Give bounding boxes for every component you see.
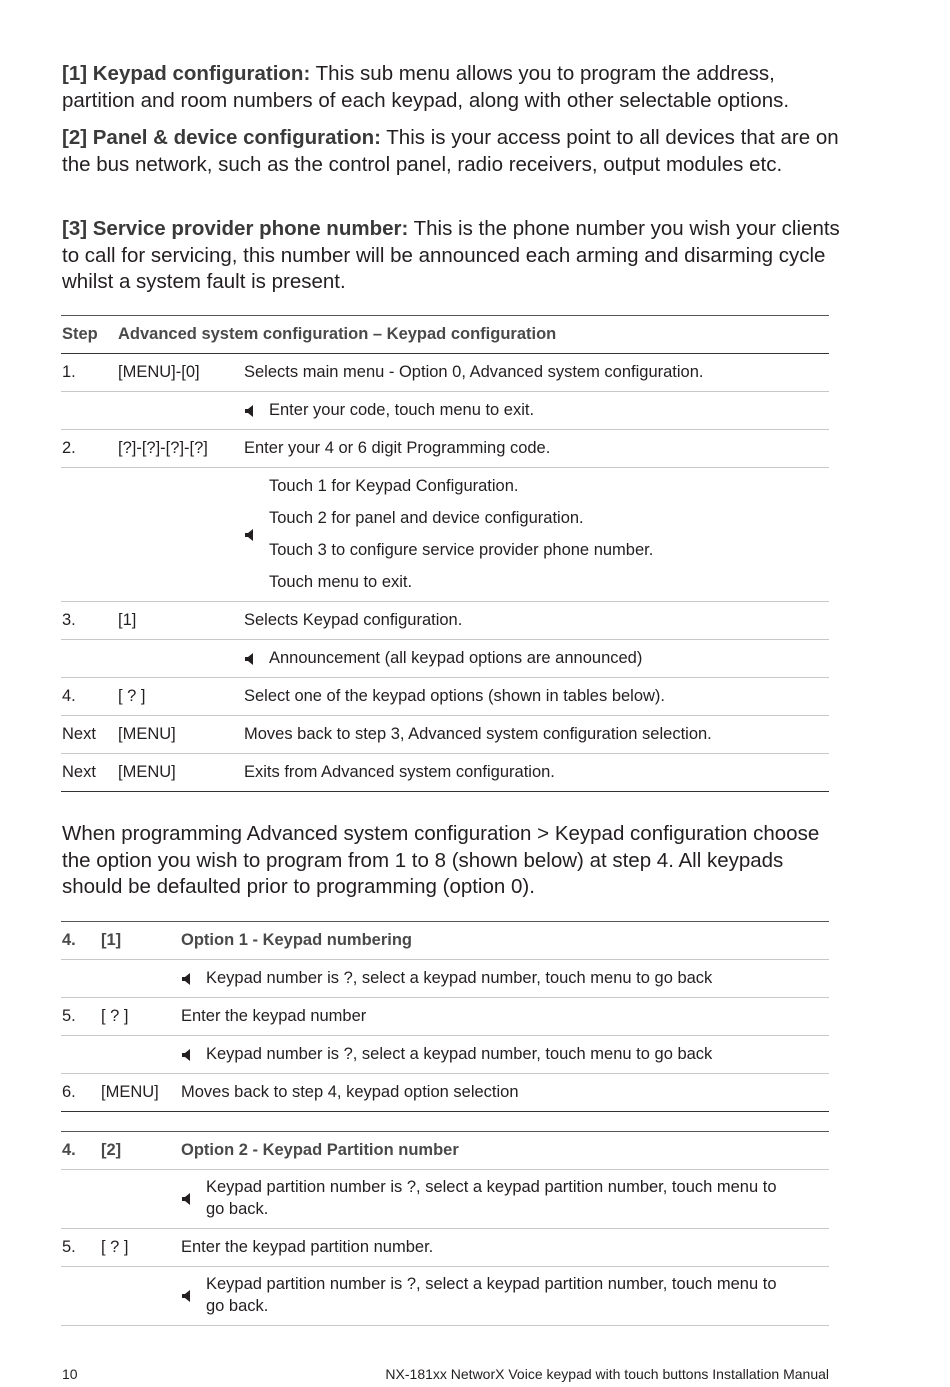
table-row [61,468,829,602]
manual-title: NX-181xx NetworX Voice keypad with touch buttons Installation Manual [385,1366,829,1382]
table-row [61,998,829,1036]
announcement-line: Keypad partition number is ?, select a keypad partition number, touch menu to [206,1178,777,1196]
table-row [61,392,829,430]
step-description: Exits from Advanced system configuration. [244,763,555,781]
header-step: 4. [62,931,76,949]
speaker-icon [181,1048,193,1062]
table-row [61,1229,829,1267]
intro-text-1: This sub menu allows you to program the address, partition and room numbers of each keypad, along with other selectable options. [62,62,790,112]
middle-paragraph: When programming Advanced system configuration > Keypad configuration choose the option you wish to program from 1 to 8 (shown below) at step 4. All keypads should be defaulted prior to programming (option 0). [62,822,820,898]
step-description: Enter the keypad partition number. [181,1238,434,1256]
step-description: Moves back to step 3, Advanced system configuration selection. [244,725,712,743]
intro-paragraph-3 [62,216,842,296]
table-row [61,640,829,678]
intro-label-1: [1] Keypad configuration: [62,62,311,85]
intro-label-3: [3] Service provider phone number: [62,217,409,240]
speaker-icon [244,652,256,666]
intro-label-2: [2] Panel & device configuration: [62,126,381,149]
step-number: 6. [62,1083,76,1101]
announcement-text: Keypad number is ?, select a keypad number, touch menu to go back [206,969,713,987]
key-sequence: [ ? ] [101,1007,129,1025]
header-step: 4. [62,1141,76,1159]
step-number: 3. [62,611,76,629]
option-1-table [61,921,829,1112]
header-step: Step [62,325,98,343]
step-number: Next [62,725,96,743]
announcement-text: Enter your code, touch menu to exit. [269,401,535,419]
header-title: Option 2 - Keypad Partition number [181,1141,459,1159]
table-row [61,354,829,392]
option-2-table [61,1131,829,1326]
table-header [61,1131,829,1170]
announcement-line: Keypad partition number is ?, select a keypad partition number, touch menu to [206,1275,777,1293]
announcement-line: Touch 3 to configure service provider phone number. [269,541,654,559]
announcement-line: go back. [206,1200,269,1218]
speaker-icon [244,404,256,418]
announcement-text: Announcement (all keypad options are announced) [269,649,643,667]
key-sequence: [ ? ] [118,687,146,705]
step-description: Enter your 4 or 6 digit Programming code. [244,439,551,457]
announcement-line: Touch 2 for panel and device configuration. [269,509,584,527]
key-sequence: [ ? ] [101,1238,129,1256]
speaker-icon [181,1289,193,1303]
table-row [61,678,829,716]
speaker-icon [181,972,193,986]
announcement-line: Touch menu to exit. [269,573,413,591]
key-sequence: [?]-[?]-[?]-[?] [118,439,208,457]
keypad-config-table [61,315,829,792]
header-key: [1] [101,931,122,949]
speaker-icon [181,1192,193,1206]
announcement-line: Touch 1 for Keypad Configuration. [269,477,519,495]
step-description: Moves back to step 4, keypad option selection [181,1083,519,1101]
table-row [61,1170,829,1229]
key-sequence: [MENU] [118,725,176,743]
table-row [61,430,829,468]
table-header [61,921,829,960]
step-number: 5. [62,1238,76,1256]
announcement-line: go back. [206,1297,269,1315]
table-row [61,602,829,640]
page-number: 10 [62,1366,78,1382]
table-row [61,1074,829,1112]
table-row [61,1267,829,1326]
step-number: 5. [62,1007,76,1025]
step-number: Next [62,763,96,781]
header-title: Option 1 - Keypad numbering [181,931,413,949]
step-description: Select one of the keypad options (shown in tables below). [244,687,666,705]
step-number: 4. [62,687,76,705]
speaker-icon [244,528,256,542]
step-number: 1. [62,363,76,381]
key-sequence: [MENU] [118,763,176,781]
step-description: Enter the keypad number [181,1007,367,1025]
table-row [61,716,829,754]
step-number: 2. [62,439,76,457]
key-sequence: [MENU] [101,1083,159,1101]
header-key: [2] [101,1141,122,1159]
table-row [61,754,829,792]
intro-paragraph-1 [62,61,842,114]
key-sequence: [MENU]-[0] [118,363,200,381]
header-title: Advanced system configuration – Keypad configuration [118,325,557,343]
intro-text-2: This is your access point to all devices that are on the bus network, such as the control panel, radio receivers, output modules etc. [62,126,839,176]
table-header [61,315,829,354]
step-description: Selects main menu - Option 0, Advanced system configuration. [244,363,704,381]
intro-paragraph-2 [62,125,842,178]
announcement-text: Keypad number is ?, select a keypad number, touch menu to go back [206,1045,713,1063]
table-row [61,1036,829,1074]
step-description: Selects Keypad configuration. [244,611,463,629]
table-row [61,960,829,998]
key-sequence: [1] [118,611,137,629]
intro-text-3: This is the phone number you wish your clients to call for servicing, this number will be announced each arming and disarming cycle whilst a system fault is present. [62,217,840,293]
